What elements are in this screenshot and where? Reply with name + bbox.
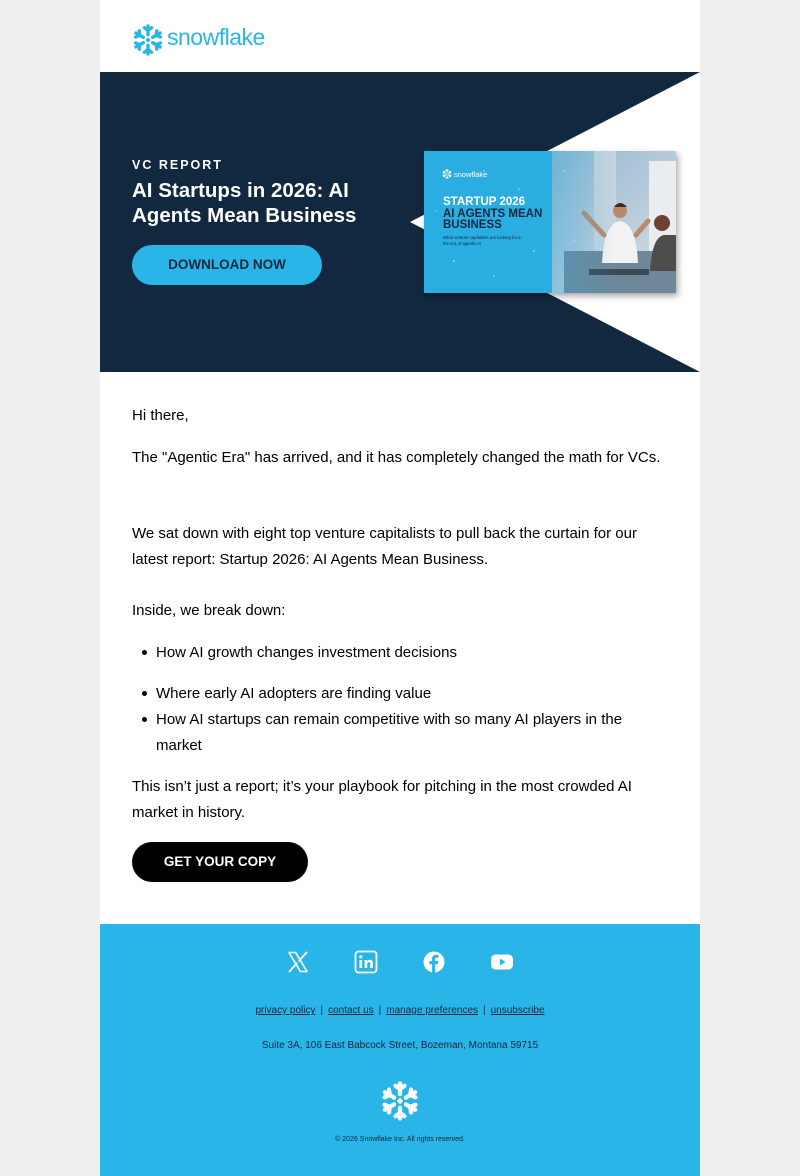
cover-subtitle: What venture capitalists are looking for in the era of agentic AI [443, 235, 522, 246]
link-separator: | [320, 1005, 324, 1016]
closing-paragraph: This isn’t just a report; it’s your playbook for pitching in the most crowded AI market in history. [132, 778, 632, 821]
link-separator: | [483, 1005, 486, 1016]
report-cover-image[interactable] [424, 151, 676, 293]
email-container [100, 0, 700, 1176]
hero-banner [100, 72, 700, 372]
snowflake-footer-icon [380, 1081, 420, 1121]
snowflake-logo[interactable] [132, 24, 265, 56]
footer-links [100, 1005, 700, 1016]
linkedin-icon[interactable] [354, 950, 378, 974]
greeting: Hi there, [132, 407, 189, 424]
company-address: Suite 3A, 106 East Babcock Street, Bozeman, Montana 59715 [261, 1040, 539, 1051]
hero-eyebrow: VC REPORT [132, 158, 223, 172]
link-separator: | [378, 1005, 382, 1016]
logo-wordmark: snowflake [167, 24, 265, 50]
x-icon[interactable] [286, 950, 310, 974]
cover-logo-text: snowflake [454, 169, 488, 179]
youtube-icon[interactable] [490, 950, 514, 974]
list-item: How AI startups can remain competitive with so many AI players in the market [156, 707, 672, 758]
copyright-notice: © 2026 Snowflake Inc. All rights reserved. [335, 1136, 465, 1143]
snowflake-logo-icon [132, 24, 164, 56]
download-now-button[interactable]: DOWNLOAD NOW [132, 245, 322, 285]
cover-title-line-2: AI AGENTS MEAN BUSINESS [443, 207, 543, 231]
unsubscribe-link[interactable]: unsubscribe [490, 1005, 545, 1016]
manage-preferences-link[interactable]: manage preferences [386, 1005, 479, 1016]
social-links [100, 950, 700, 974]
cover-title [443, 197, 563, 232]
paragraph-agentic-era: The "Agentic Era" has arrived, and it has completely changed the math for VCs. [132, 449, 661, 466]
cover-logo [442, 169, 487, 179]
list-intro: Inside, we break down: [132, 602, 286, 619]
contact-us-link[interactable]: contact us [328, 1005, 374, 1016]
cover-snowflake-icon [442, 169, 452, 179]
list-item: Where early AI adopters are finding value [156, 681, 672, 707]
email-footer [100, 924, 700, 1176]
cover-title-line-1: STARTUP 2026 [443, 196, 526, 208]
paragraph-report-intro: We sat down with eight top venture capitalists to pull back the curtain for our latest report: Startup 2026: AI Agents Mean Business. [132, 525, 637, 568]
email-header [100, 0, 700, 72]
privacy-policy-link[interactable]: privacy policy [255, 1005, 316, 1016]
hero-headline: AI Startups in 2026: AI Agents Mean Business [132, 179, 357, 227]
facebook-icon[interactable] [422, 950, 446, 974]
get-your-copy-button[interactable]: GET YOUR COPY [132, 842, 308, 882]
list-item: How AI growth changes investment decisions [156, 640, 672, 666]
